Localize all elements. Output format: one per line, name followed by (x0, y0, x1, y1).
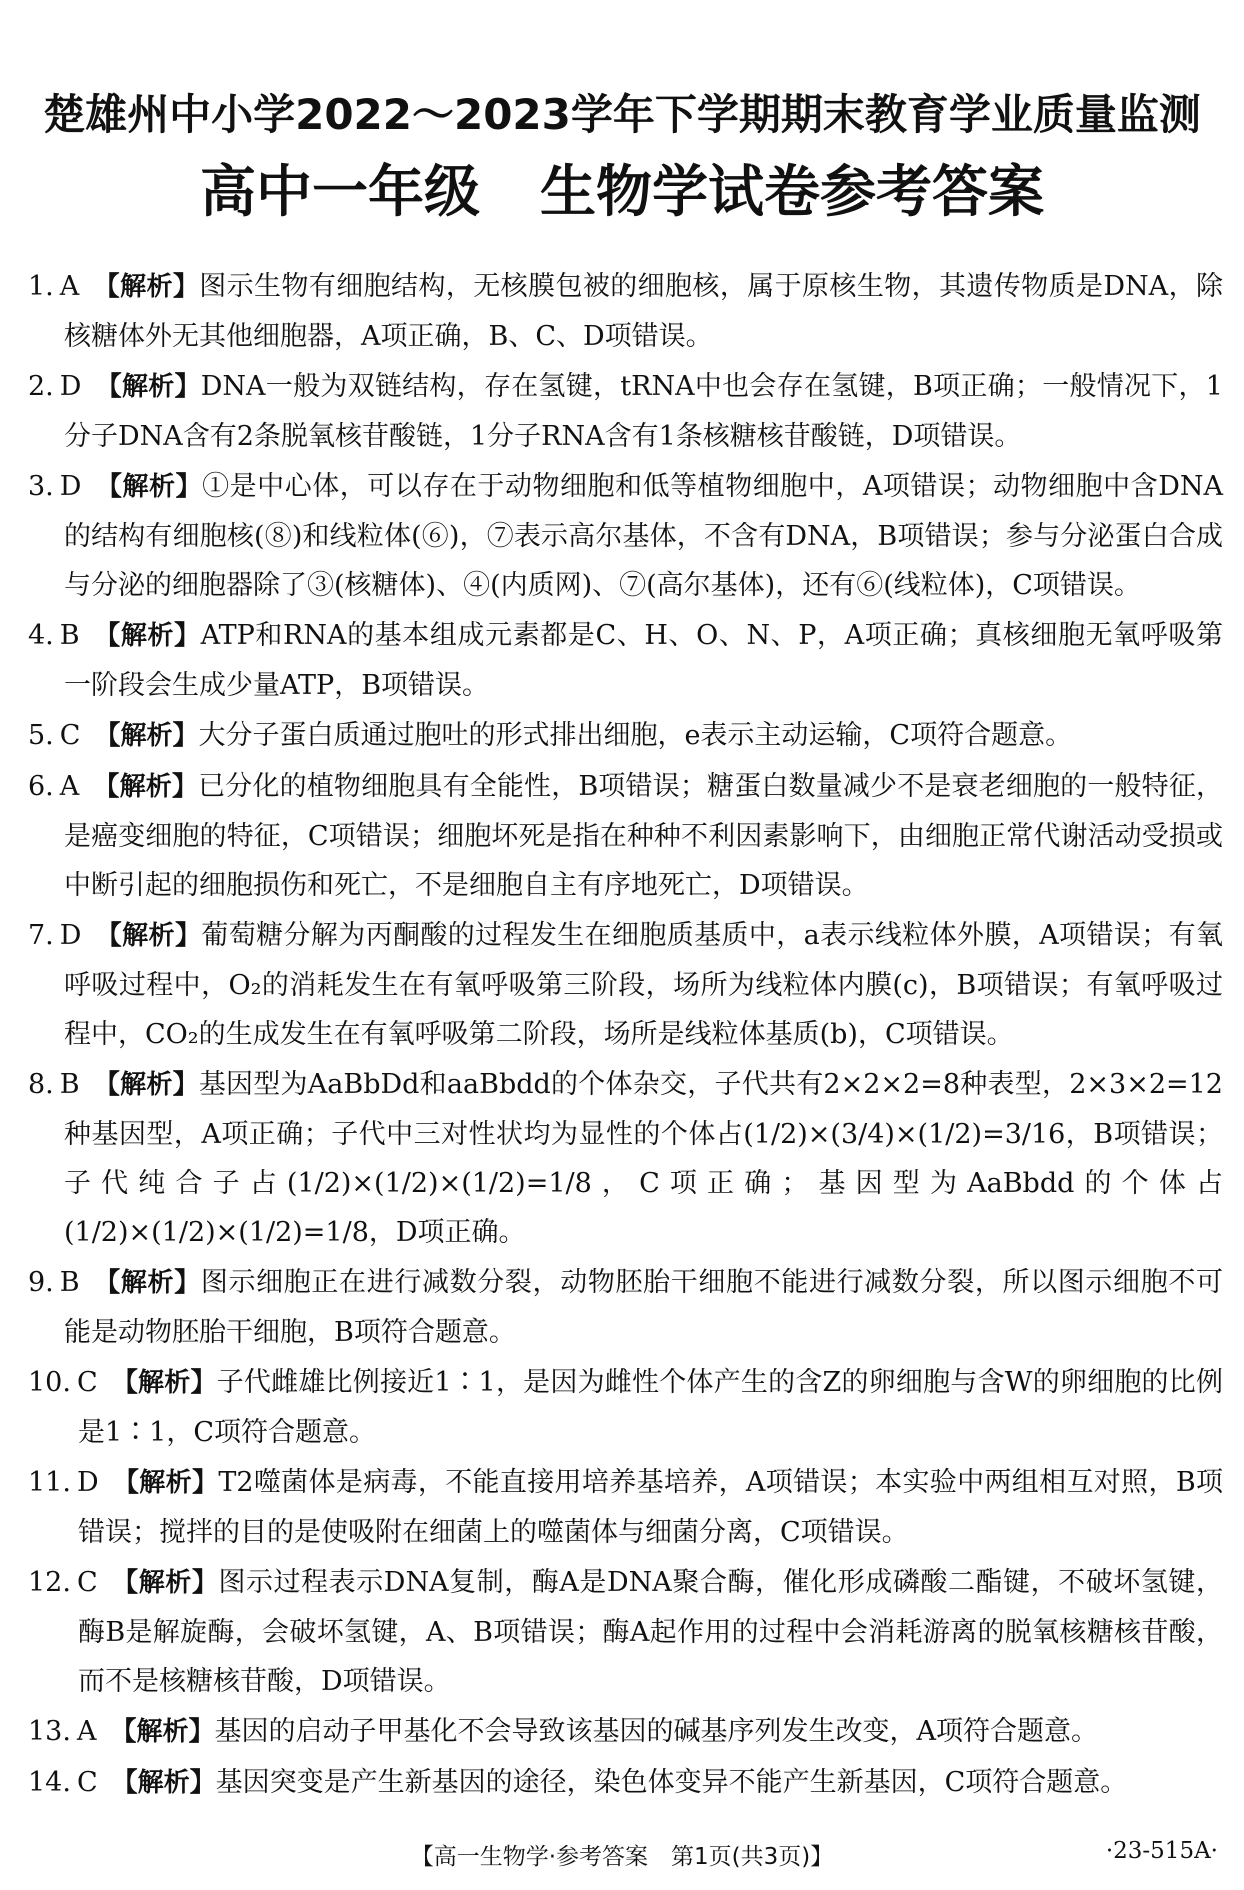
analysis-text: ATP和RNA的基本组成元素都是C、H、O、N、P，A项正确；真核细胞无氧呼吸第一阶段会生成少量ATP，B项错误。 (64, 620, 1223, 701)
answer-item (28, 762, 1223, 910)
answer-letter: B (59, 620, 80, 651)
question-number: 3. (28, 471, 54, 502)
answer-item (28, 462, 1223, 610)
analysis-tag: 【解析】 (111, 1368, 217, 1398)
answer-letter: C (76, 1767, 98, 1798)
answer-item (28, 1060, 1223, 1257)
question-number: 4. (28, 620, 54, 651)
answer-letter: C (59, 720, 81, 751)
answer-item (28, 1258, 1223, 1357)
question-number: 14. (28, 1767, 71, 1798)
question-number: 9. (28, 1267, 54, 1298)
analysis-tag: 【解析】 (111, 1568, 219, 1598)
exam-title: 楚雄州中小学2022～2023学年下学期期末教育学业质量监测 (43, 90, 1201, 139)
analysis-tag: 【解析】 (110, 1717, 215, 1747)
answer-item (28, 611, 1223, 710)
answer-item (28, 911, 1223, 1059)
analysis-tag: 【解析】 (93, 621, 201, 651)
answer-item (28, 1458, 1223, 1557)
analysis-text: 图示细胞正在进行减数分裂，动物胚胎干细胞不能进行减数分裂，所以图示细胞不可能是动物胚胎干细胞，B项符合题意。 (64, 1267, 1223, 1348)
analysis-text: 图示过程表示DNA复制，酶A是DNA聚合酶，催化形成磷酸二酯键，不破坏氢键，酶B是解旋酶，会破坏氢键，A、B项错误；酶A起作用的过程中会消耗游离的脱氧核糖核苷酸，而不是核糖核苷酸，D项错误。 (78, 1567, 1223, 1697)
analysis-tag: 【解析】 (95, 372, 201, 402)
footer-paper-code: ·23-515A· (1105, 1838, 1218, 1864)
analysis-text: 基因的启动子甲基化不会导致该基因的碱基序列发生改变，A项符合题意。 (214, 1716, 1098, 1747)
question-number: 6. (28, 771, 54, 802)
question-number: 7. (28, 920, 54, 951)
question-number: 2. (28, 371, 54, 402)
question-number: 1. (28, 271, 54, 302)
answer-item (28, 1358, 1223, 1457)
analysis-text: 基因型为AaBbDd和aaBbdd的个体杂交，子代共有2×2×2=8种表型，2×3×2=12种基因型，A项正确；子代中三对性状均为显性的个体占(1/2)×(3/4)×(1/2)=3/16，B项错误；子代纯合子占(1/2)×(1/2)×(1/2)=1/8，C项正确；基因型为AaBbdd的个体占(1/2)×(1/2)×(1/2)=1/8，D项正确。 (64, 1069, 1223, 1248)
answer-letter: D (59, 371, 82, 402)
analysis-tag: 【解析】 (95, 921, 202, 951)
answer-item (28, 1758, 1223, 1808)
answer-item (28, 262, 1223, 361)
answer-item (28, 711, 1223, 761)
footer-page-info: 【高一生物学·参考答案 第1页(共3页)】 (410, 1844, 834, 1870)
question-number: 8. (28, 1069, 54, 1100)
answer-letter: D (76, 1467, 99, 1498)
answer-letter: D (59, 471, 82, 502)
grade-label: 高中一年级 (200, 160, 480, 225)
analysis-text: 子代雌雄比例接近1∶1，是因为雌性个体产生的含Z的卵细胞与含W的卵细胞的比例是1∶1，C项符合题意。 (78, 1367, 1223, 1448)
analysis-tag: 【解析】 (93, 1268, 201, 1298)
analysis-text: 大分子蛋白质通过胞吐的形式排出细胞，e表示主动运输，C项符合题意。 (198, 720, 1073, 751)
answer-letter: A (76, 1716, 97, 1747)
question-number: 13. (28, 1716, 71, 1747)
answer-list (28, 262, 1223, 1809)
answer-letter: D (59, 920, 82, 951)
analysis-tag: 【解析】 (111, 1768, 216, 1798)
analysis-tag: 【解析】 (94, 721, 199, 751)
question-number: 11. (28, 1467, 71, 1498)
analysis-text: 图示生物有细胞结构，无核膜包被的细胞核，属于原核生物，其遗传物质是DNA，除核糖体外无其他细胞器，A项正确，B、C、D项错误。 (64, 271, 1223, 352)
answer-item (28, 1558, 1223, 1706)
analysis-text: DNA一般为双链结构，存在氢键，tRNA中也会存在氢键，B项正确；一般情况下，1分子DNA含有2条脱氧核苷酸链，1分子RNA含有1条核糖核苷酸链，D项错误。 (64, 371, 1223, 452)
analysis-text: ①是中心体，可以存在于动物细胞和低等植物细胞中，A项错误；动物细胞中含DNA的结构有细胞核(⑧)和线粒体(⑥)，⑦表示高尔基体，不含有DNA，B项错误；参与分泌蛋白合成与分泌的细胞器除了③(核糖体)、④(内质网)、⑦(高尔基体)，还有⑥(线粒体)，C项错误。 (64, 471, 1223, 601)
question-number: 10. (28, 1367, 71, 1398)
answer-letter: B (59, 1069, 80, 1100)
question-number: 5. (28, 720, 54, 751)
answer-item (28, 1707, 1223, 1757)
answer-letter: A (59, 771, 80, 802)
analysis-tag: 【解析】 (93, 1070, 199, 1100)
analysis-tag: 【解析】 (93, 272, 200, 302)
answer-letter: C (76, 1367, 98, 1398)
analysis-text: 基因突变是产生新基因的途径，染色体变异不能产生新基因，C项符合题意。 (215, 1767, 1128, 1798)
answer-letter: A (59, 271, 80, 302)
question-number: 12. (28, 1567, 71, 1598)
paper-subtitle (0, 148, 1244, 228)
analysis-text: 已分化的植物细胞具有全能性，B项错误；糖蛋白数量减少不是衰老细胞的一般特征，是癌变细胞的特征，C项错误；细胞坏死是指在种种不利因素影响下，由细胞正常代谢活动受损或中断引起的细胞损伤和死亡，不是细胞自主有序地死亡，D项错误。 (64, 771, 1223, 901)
subject-label: 生物学试卷参考答案 (540, 160, 1044, 225)
answer-letter: C (76, 1567, 98, 1598)
analysis-text: 葡萄糖分解为丙酮酸的过程发生在细胞质基质中，a表示线粒体外膜，A项错误；有氧呼吸过程中，O₂的消耗发生在有氧呼吸第三阶段，场所为线粒体内膜(c)，B项错误；有氧呼吸过程中，CO₂的生成发生在有氧呼吸第二阶段，场所是线粒体基质(b)，C项错误。 (64, 920, 1223, 1050)
analysis-tag: 【解析】 (95, 472, 203, 502)
analysis-tag: 【解析】 (93, 772, 199, 802)
answer-letter: B (59, 1267, 80, 1298)
answer-item (28, 362, 1223, 461)
page-footer (0, 1838, 1244, 1874)
analysis-tag: 【解析】 (112, 1468, 219, 1498)
analysis-text: T2噬菌体是病毒，不能直接用培养基培养，A项错误；本实验中两组相互对照，B项错误；搅拌的目的是使吸附在细菌上的噬菌体与细菌分离，C项错误。 (78, 1467, 1223, 1548)
